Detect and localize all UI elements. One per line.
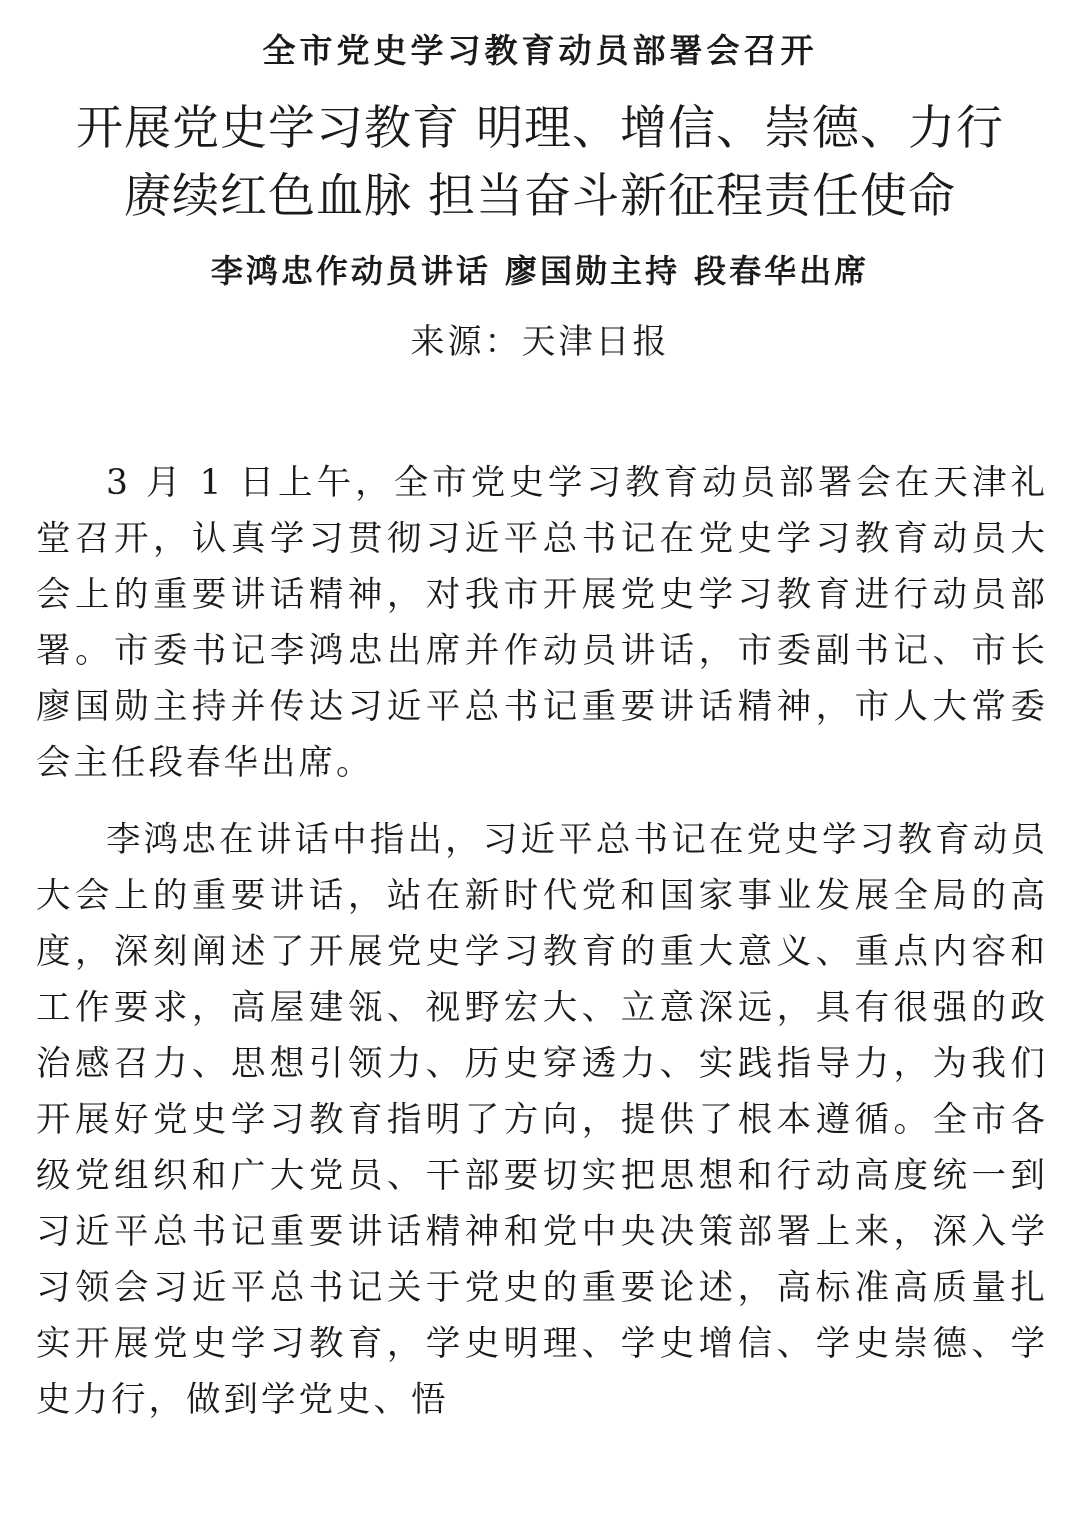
article-source: 来源：天津日报 <box>410 322 670 362</box>
article-headline-line-1: 开展党史学习教育 明理、增信、崇德、力行 <box>76 101 1004 156</box>
article-kicker: 全市党史学习教育动员部署会召开 <box>262 31 818 70</box>
article-subhead: 李鸿忠作动员讲话 廖国勋主持 段春华出席 <box>210 252 870 290</box>
article-headline-line-2: 赓续红色血脉 担当奋斗新征程责任使命 <box>124 169 956 224</box>
article-paragraph-1: 3 月 1 日上午，全市党史学习教育动员部署会在天津礼堂召开，认真学习贯彻习近平总书记在党史学习教育动员大会上的重要讲话精神，对我市开展党史学习教育进行动员部署。市委书记李鸿忠出席并作动员讲话，市委副书记、市长廖国勋主持并传达习近平总书记重要讲话精神，市人大常委会主任段春华出席。 <box>36 463 1048 783</box>
article-body <box>36 455 1048 1428</box>
article-paragraph-2: 李鸿忠在讲话中指出，习近平总书记在党史学习教育动员大会上的重要讲话，站在新时代党和国家事业发展全局的高度，深刻阐述了开展党史学习教育的重大意义、重点内容和工作要求，高屋建瓴、视野宏大、立意深远，具有很强的政治感召力、思想引领力、历史穿透力、实践指导力，为我们开展好党史学习教育指明了方向，提供了根本遵循。全市各级党组织和广大党员、干部要切实把思想和行动高度统一到习近平总书记重要讲话精神和党中央决策部署上来，深入学习领会习近平总书记关于党史的重要论述，高标准高质量扎实开展党史学习教育，学史明理、学史增信、学史崇德、学史力行，做到学党史、悟 <box>36 820 1048 1420</box>
